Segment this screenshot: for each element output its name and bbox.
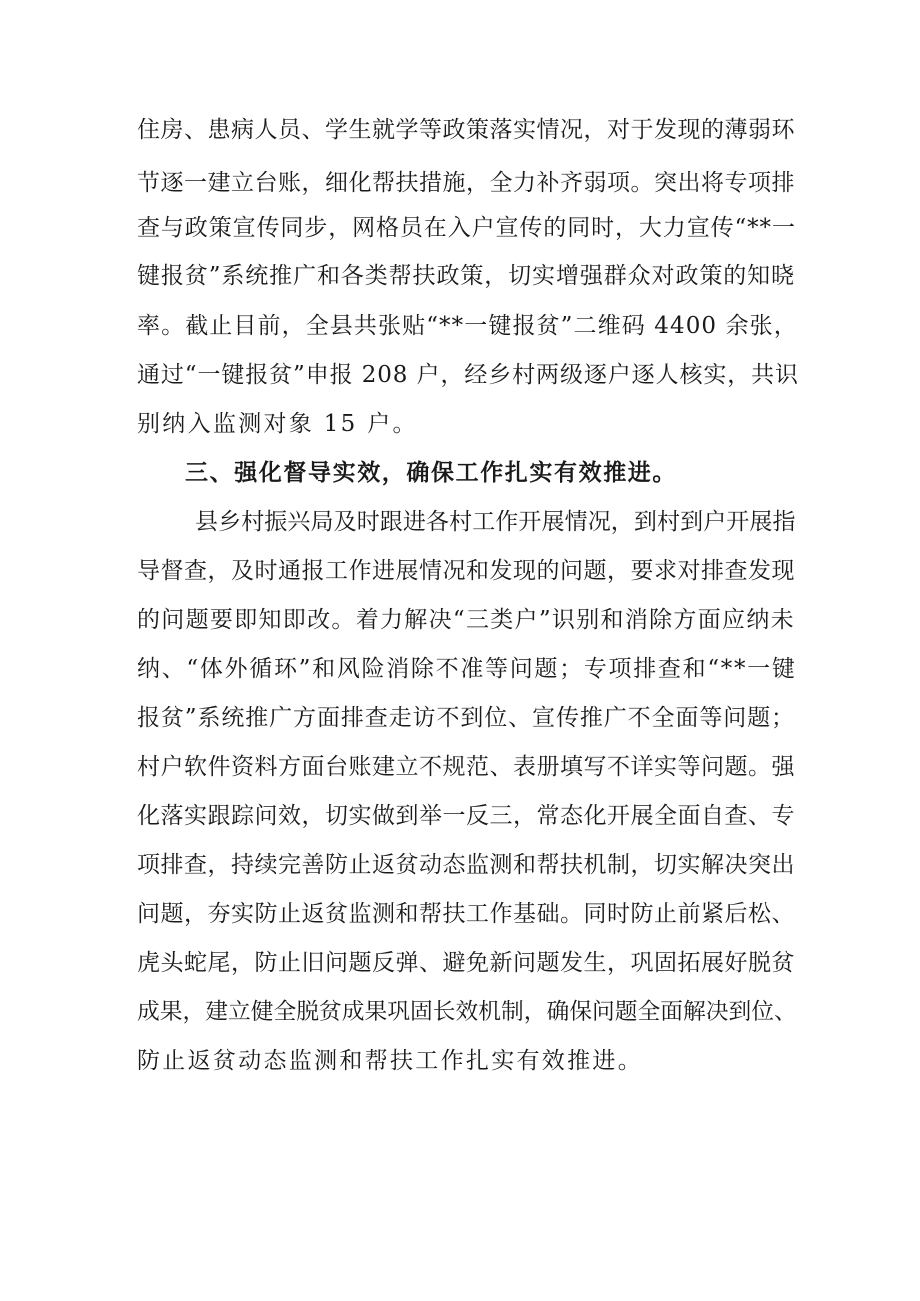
- paragraph-line: 的问题要即知即改。着力解决“三类户”识别和消除方面应纳未: [137, 607, 795, 633]
- paragraph-line: 节逐一建立台账，细化帮扶措施，全力补齐弱项。突出将专项排: [137, 170, 795, 196]
- paragraph-line: 率。截止目前，全县共张贴“**一键报贫”二维码 4400 余张，: [137, 313, 798, 339]
- paragraph-line: 键报贫”系统推广和各类帮扶政策，切实增强群众对政策的知晓: [137, 263, 795, 289]
- paragraph-line: 村户软件资料方面台账建立不规范、表册填写不详实等问题。强: [137, 754, 795, 780]
- paragraph-line: 别纳入监测对象 15 户。: [137, 411, 418, 437]
- paragraph-line: 防止返贫动态监测和帮扶工作扎实有效推进。: [137, 1048, 643, 1074]
- paragraph-line: 查与政策宣传同步，网格员在入户宣传的同时，大力宣传“**一: [137, 215, 796, 241]
- paragraph-line: 报贫”系统推广方面排查走访不到位、宣传推广不全面等问题；: [137, 705, 795, 731]
- paragraph-line: 通过“一键报贫”申报 208 户，经乡村两级逐户逐人核实，共识: [137, 362, 799, 388]
- paragraph-line: 县乡村振兴局及时跟进各村工作开展情况，到村到户开展指: [195, 509, 796, 535]
- paragraph-line: 纳、“体外循环”和风险消除不准等问题；专项排查和“**一键: [137, 656, 797, 682]
- section-heading: 三、强化督导实效，确保工作扎实有效推进。: [185, 459, 677, 486]
- paragraph-line: 成果，建立健全脱贫成果巩固长效机制，确保问题全面解决到位、: [137, 999, 797, 1025]
- paragraph-line: 住房、患病人员、学生就学等政策落实情况，对于发现的薄弱环: [137, 117, 795, 143]
- paragraph-line: 化落实跟踪问效，切实做到举一反三，常态化开展全面自查、专: [137, 803, 795, 829]
- paragraph-line: 问题，夯实防止返贫监测和帮扶工作基础。同时防止前紧后松、: [137, 901, 795, 927]
- paragraph-line: 虎头蛇尾，防止旧问题反弹、避免新问题发生，巩固拓展好脱贫: [137, 950, 795, 976]
- paragraph-line: 项排查，持续完善防止返贫动态监测和帮扶机制，切实解决突出: [137, 852, 795, 878]
- paragraph-line: 导督查，及时通报工作进展情况和发现的问题，要求对排查发现: [137, 558, 795, 584]
